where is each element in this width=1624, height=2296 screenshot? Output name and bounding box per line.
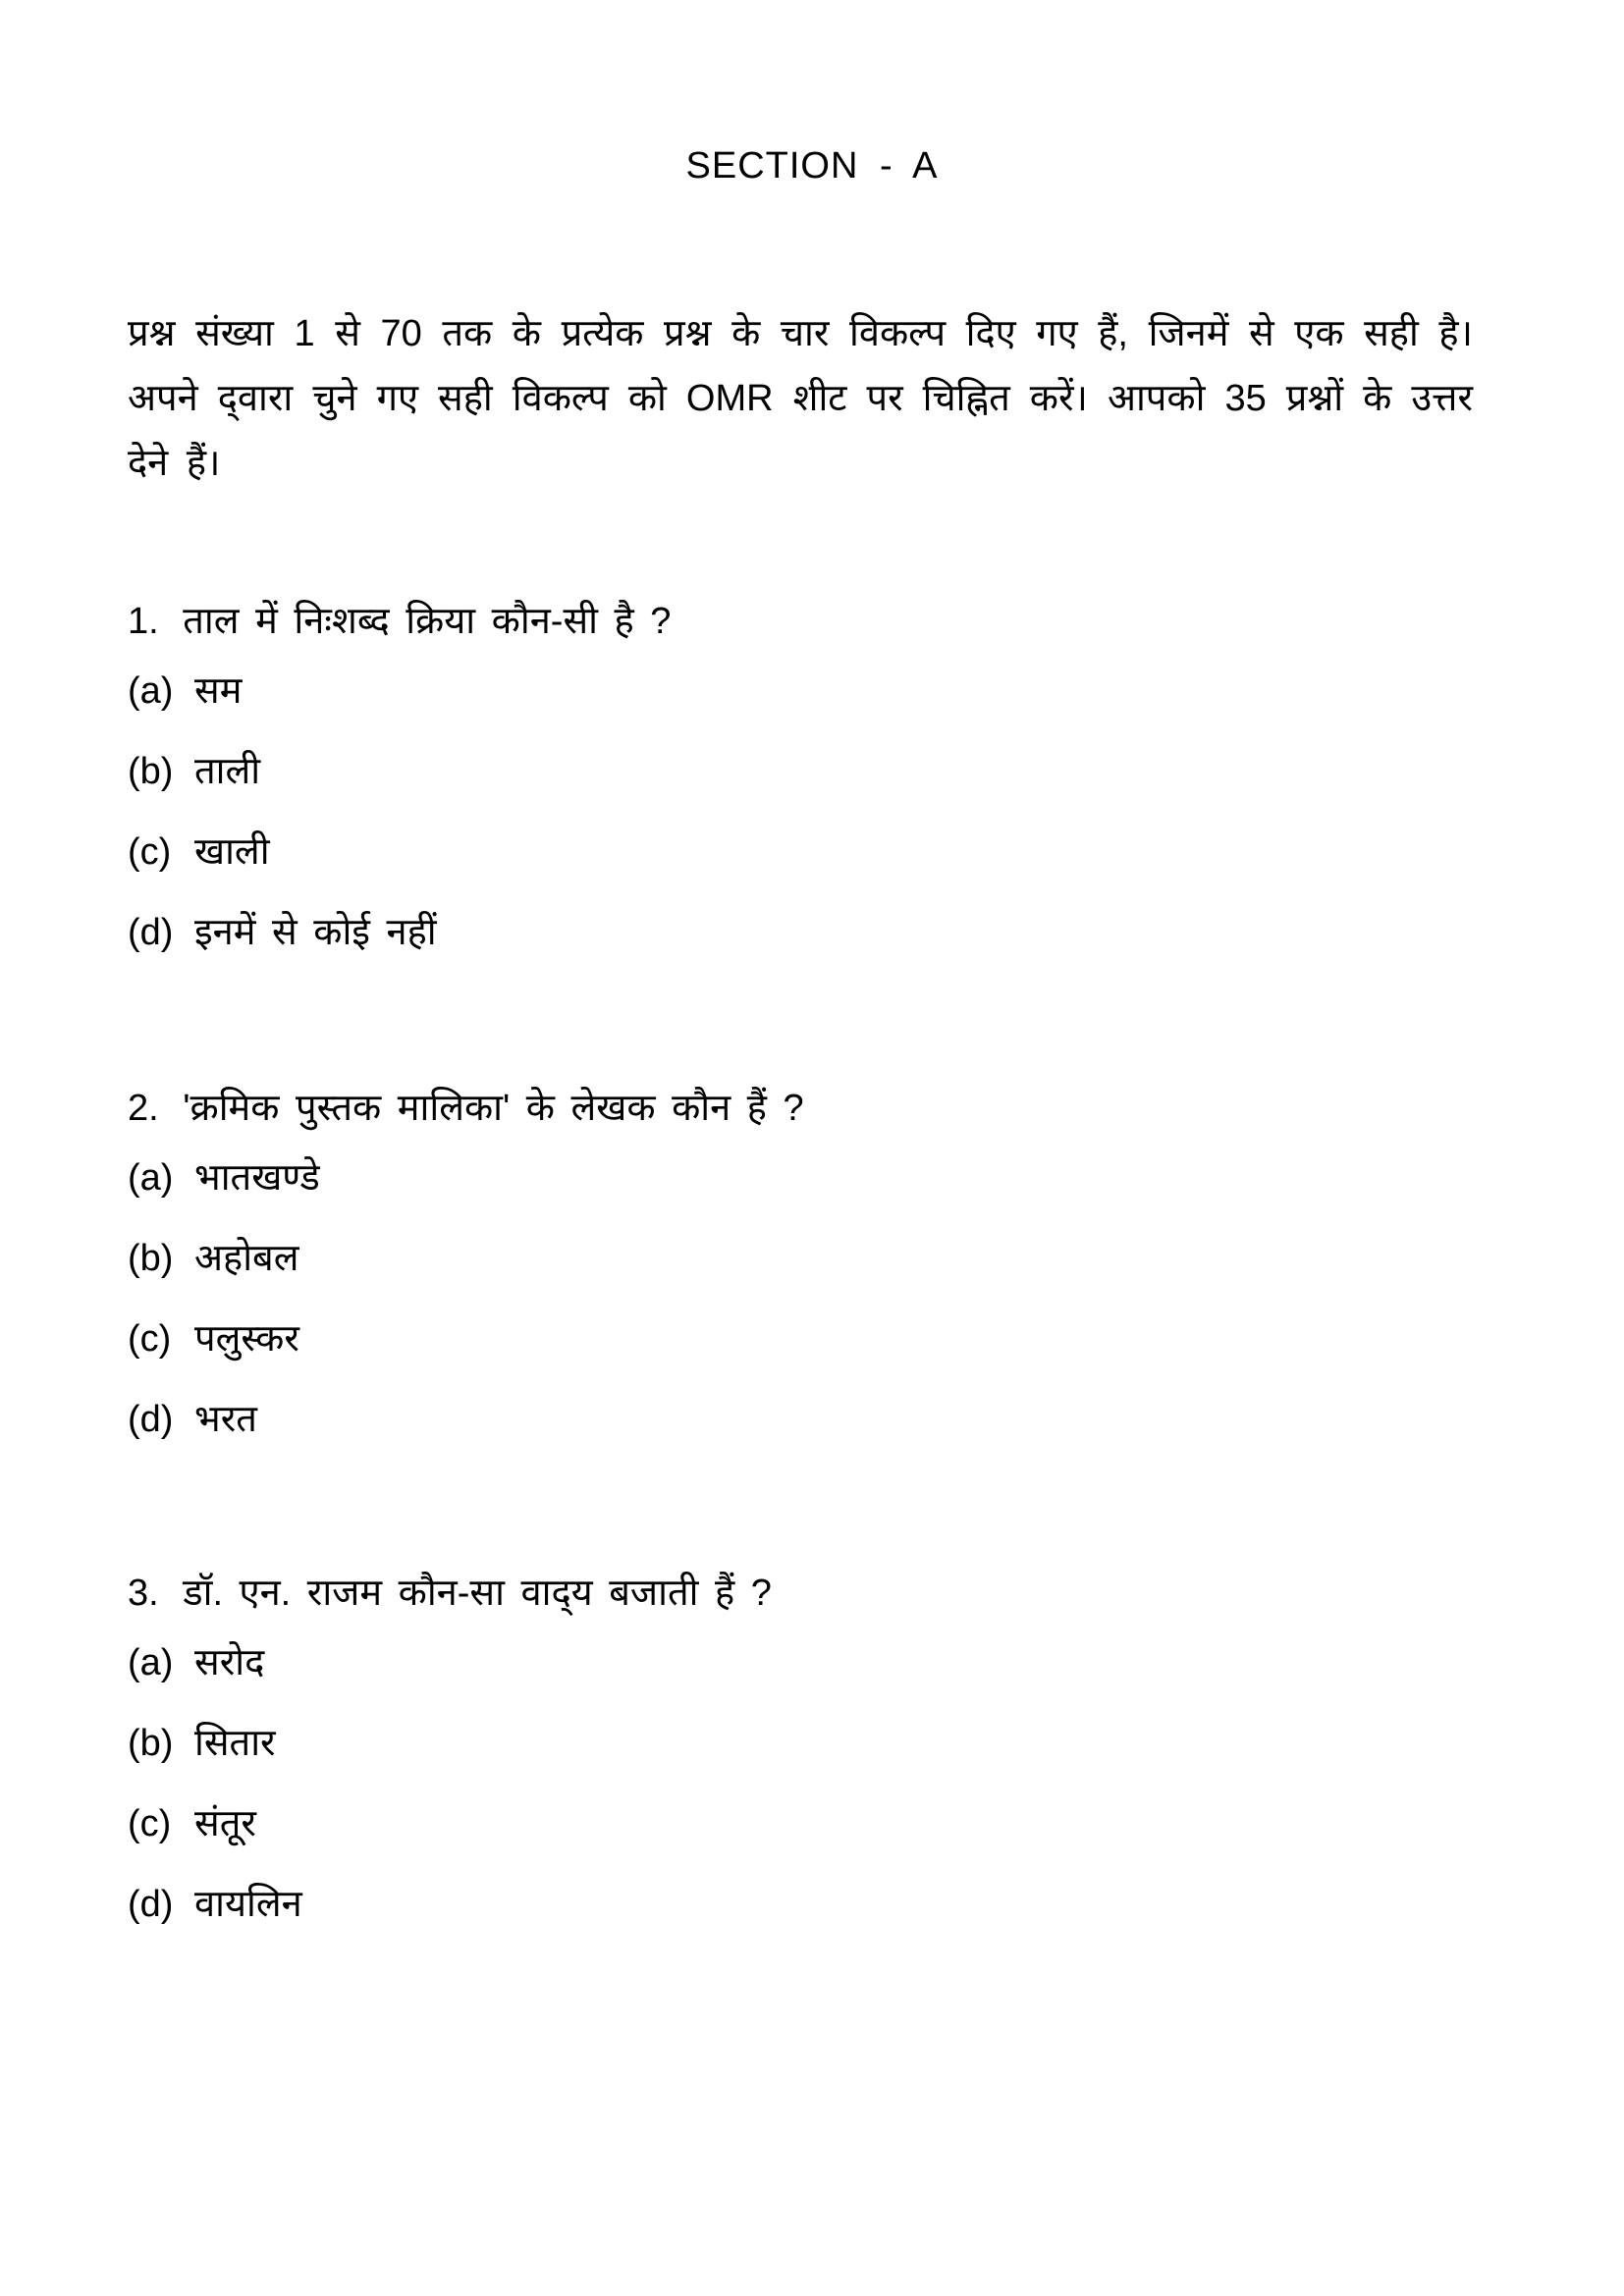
- option-list: [128, 651, 1404, 973]
- option-label: (d): [128, 1399, 174, 1440]
- question-text: 'क्रमिक पुस्तक मालिका' के लेखक कौन हैं ?: [183, 1088, 804, 1129]
- option-c: [128, 1299, 1404, 1379]
- option-a: [128, 651, 1404, 731]
- question-number: 3.: [128, 1573, 159, 1614]
- question-stem: [128, 1564, 1404, 1623]
- question-text: डॉ. एन. राजम कौन-सा वाद्‌य बजाती हैं ?: [183, 1573, 772, 1614]
- question-text: ताल में निःशब्द क्रिया कौन-सी है ?: [183, 601, 672, 642]
- question-stem: [128, 1079, 1404, 1138]
- option-label: (a): [128, 670, 174, 712]
- option-d: [128, 1379, 1404, 1460]
- option-text: संतूर: [194, 1803, 256, 1844]
- option-label: (d): [128, 1884, 174, 1925]
- option-d: [128, 892, 1404, 973]
- option-text: भातखण्डे: [194, 1157, 320, 1199]
- question-3: [128, 1564, 1404, 1945]
- option-text: अहोबल: [194, 1238, 299, 1279]
- option-label: (b): [128, 751, 174, 792]
- question-number: 1.: [128, 601, 159, 642]
- option-text: सरोद: [194, 1642, 265, 1683]
- option-c: [128, 812, 1404, 892]
- option-label: (d): [128, 912, 174, 953]
- option-list: [128, 1623, 1404, 1945]
- question-2: [128, 1079, 1404, 1460]
- option-label: (c): [128, 1803, 172, 1844]
- question-number: 2.: [128, 1088, 159, 1129]
- option-label: (a): [128, 1157, 174, 1199]
- option-text: ताली: [194, 751, 261, 792]
- option-list: [128, 1138, 1404, 1460]
- option-text: पलुस्कर: [194, 1318, 299, 1360]
- option-text: वायलिन: [194, 1884, 302, 1925]
- option-b: [128, 1218, 1404, 1299]
- question-1: [128, 592, 1404, 973]
- section-title: SECTION - A: [685, 145, 939, 187]
- question-stem: [128, 592, 1404, 651]
- option-label: (b): [128, 1723, 174, 1764]
- option-b: [128, 1703, 1404, 1784]
- option-b: [128, 731, 1404, 812]
- option-a: [128, 1623, 1404, 1703]
- option-text: सितार: [194, 1723, 276, 1764]
- instructions-paragraph: प्रश्न संख्या 1 से 70 तक के प्रत्येक प्रश्न के चार विकल्प दिए गए हैं, जिनमें से एक सही है। अपने द्‌वारा चुने गए सही विकल्प को OMR शीट पर चिह्नित करें। आपको 35 प्रश्नों के उत्तर देने हैं।: [128, 313, 1473, 484]
- option-c: [128, 1784, 1404, 1864]
- option-label: (c): [128, 1318, 172, 1360]
- option-text: खाली: [194, 831, 270, 873]
- option-text: सम: [194, 670, 243, 712]
- option-label: (c): [128, 831, 172, 873]
- option-d: [128, 1864, 1404, 1945]
- option-a: [128, 1138, 1404, 1218]
- option-text: भरत: [194, 1399, 257, 1440]
- option-label: (a): [128, 1642, 174, 1683]
- option-label: (b): [128, 1238, 174, 1279]
- option-text: इनमें से कोई नहीं: [194, 912, 437, 953]
